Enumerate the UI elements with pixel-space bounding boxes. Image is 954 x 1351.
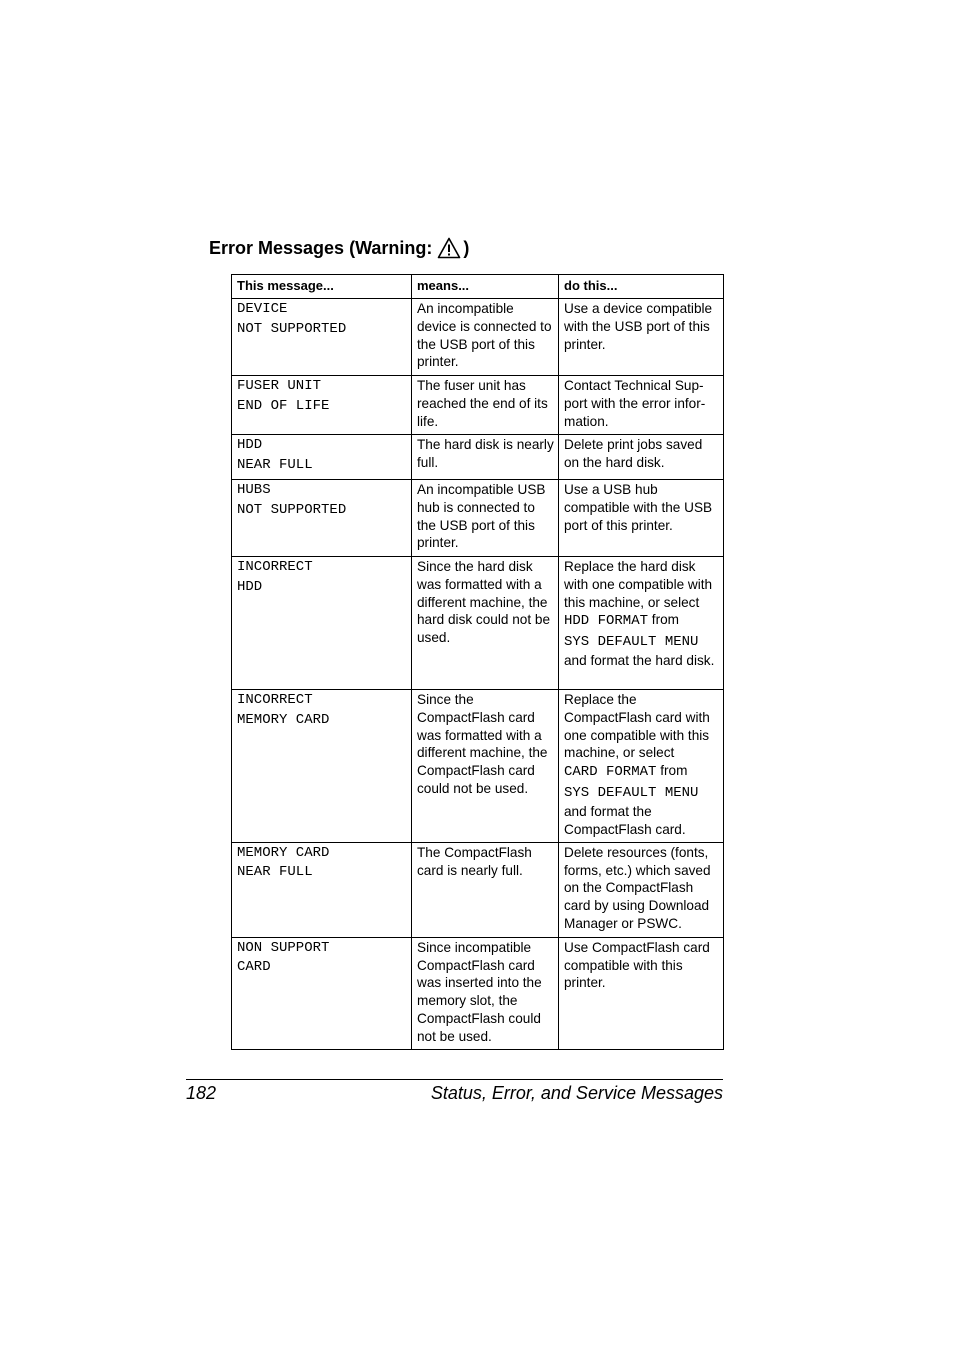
means-cell: Since incompatible CompactFlash card was inserted into the memory slot, the CompactFlash could not be used. <box>412 937 559 1049</box>
means-cell: The hard disk is nearly full. <box>412 435 559 480</box>
action-text: and format the CompactFlash card. <box>564 804 686 837</box>
message-line: MEMORY CARD <box>237 711 330 728</box>
action-text: and format the hard disk. <box>564 653 715 669</box>
message-line: HUBS <box>237 482 271 498</box>
menu-item-code: HDD FORMAT <box>564 613 649 630</box>
action-text: Replace the hard disk with one compatible with this machine, or select <box>564 559 713 610</box>
means-cell: An incompatible USB hub is connected to the USB port of this printer. <box>412 480 559 557</box>
message-line: HDD <box>237 578 263 595</box>
table-row <box>232 480 724 557</box>
message-line: NOT SUPPORTED <box>237 501 347 518</box>
page-number: 182 <box>186 1083 217 1103</box>
message-cell <box>232 299 412 376</box>
section-heading <box>209 236 469 260</box>
action-cell <box>559 376 724 435</box>
table-row <box>232 557 724 690</box>
means-cell: The fuser unit has reached the end of its life. <box>412 376 559 435</box>
message-line: INCORRECT <box>237 559 313 575</box>
action-text: Delete print jobs saved on the hard disk. <box>564 437 703 470</box>
footer-divider <box>186 1079 723 1080</box>
menu-name-code: SYS DEFAULT MENU <box>564 633 699 650</box>
message-cell <box>232 480 412 557</box>
action-cell <box>559 937 724 1049</box>
action-cell <box>559 690 724 843</box>
action-text: Use a USB hub compatible with the USB port of this printer. <box>564 482 713 533</box>
message-cell <box>232 937 412 1049</box>
action-cell <box>559 557 724 690</box>
table-row <box>232 690 724 843</box>
footer-title: Status, Error, and Service Messages <box>430 1083 723 1103</box>
action-text: from <box>660 763 688 779</box>
message-cell <box>232 690 412 843</box>
action-text: Replace the CompactFlash card with one compatible with this machine, or select <box>564 692 710 761</box>
section-heading-close: ) <box>463 238 470 258</box>
action-cell <box>559 842 724 937</box>
table-row <box>232 937 724 1049</box>
column-header-means: means... <box>412 275 559 299</box>
warning-icon <box>437 237 461 259</box>
message-line: FUSER UNIT <box>237 378 322 394</box>
table-row <box>232 842 724 937</box>
action-text: Use CompactFlash card compatible with this printer. <box>564 939 710 991</box>
message-line: HDD <box>237 437 263 453</box>
means-cell: Since the hard disk was formatted with a different machine, the hard disk could not be used. <box>412 557 559 690</box>
message-line: NON SUPPORT <box>237 939 330 956</box>
column-header-message: This message... <box>232 275 412 299</box>
table-header-row <box>232 275 724 299</box>
message-line: DEVICE <box>237 301 288 317</box>
message-cell <box>232 376 412 435</box>
means-cell: The CompactFlash card is nearly full. <box>412 842 559 937</box>
table-row <box>232 376 724 435</box>
message-line: CARD <box>237 959 271 976</box>
message-line: NEAR FULL <box>237 864 313 881</box>
action-text: from <box>651 612 679 628</box>
column-header-action: do this... <box>559 275 724 299</box>
action-text: Use a device compatible with the USB port of this printer. <box>564 301 713 352</box>
action-cell <box>559 299 724 376</box>
action-text: Contact Technical Sup-port with the error infor-mation. <box>564 378 706 429</box>
action-text: Delete resources (fonts, forms, etc.) which saved on the CompactFlash card by using Download Manager or PSWC. <box>564 844 711 931</box>
action-cell <box>559 480 724 557</box>
action-cell <box>559 435 724 480</box>
section-heading-text: Error Messages (Warning: <box>209 238 433 258</box>
message-line: MEMORY CARD <box>237 844 330 861</box>
message-cell <box>232 435 412 480</box>
message-line: NEAR FULL <box>237 456 313 473</box>
menu-name-code: SYS DEFAULT MENU <box>564 784 699 801</box>
message-line: END OF LIFE <box>237 397 330 414</box>
table-row <box>232 299 724 376</box>
table-row <box>232 435 724 480</box>
error-messages-table <box>231 274 724 1050</box>
message-cell <box>232 842 412 937</box>
means-cell: Since the CompactFlash card was formatted with a different machine, the CompactFlash card could not be used. <box>412 690 559 843</box>
means-cell: An incompatible device is connected to the USB port of this printer. <box>412 299 559 376</box>
menu-item-code: CARD FORMAT <box>564 764 657 781</box>
message-line: NOT SUPPORTED <box>237 320 347 337</box>
message-line: INCORRECT <box>237 692 313 708</box>
message-cell <box>232 557 412 690</box>
